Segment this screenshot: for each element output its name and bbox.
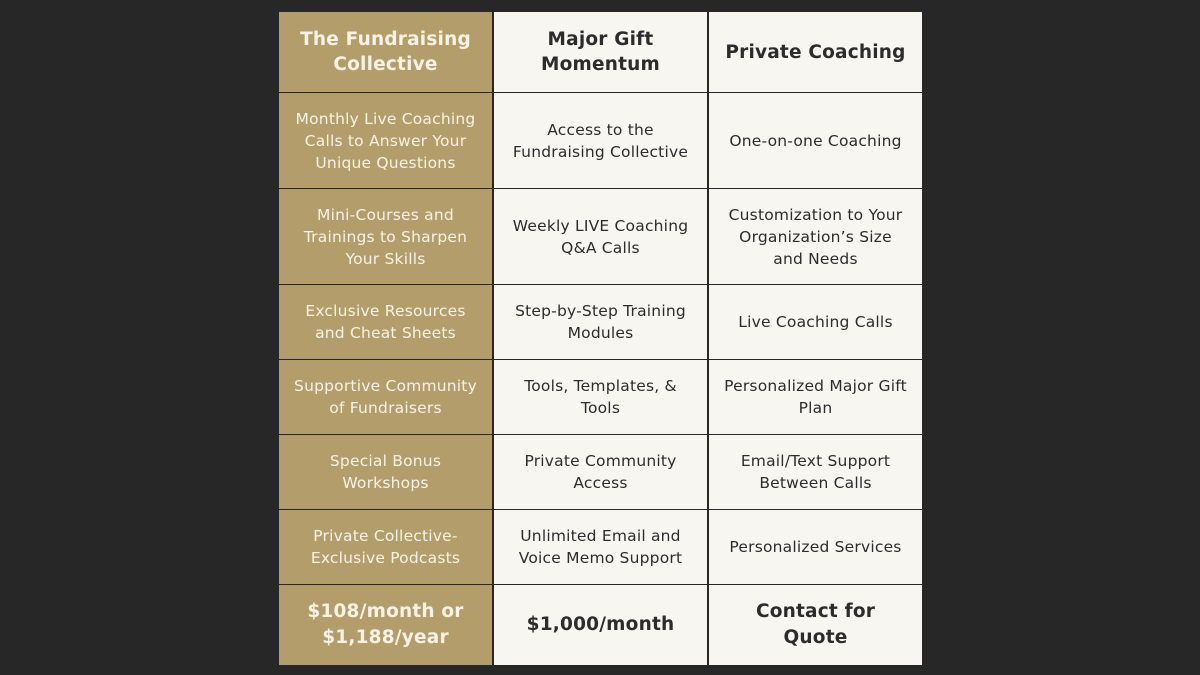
header-fundraising-collective: The Fundraising Collective [279, 12, 492, 92]
header-private-coaching: Private Coaching [709, 12, 922, 92]
table-cell: Access to the Fundraising Collective [494, 93, 707, 188]
table-cell: Tools, Templates, & Tools [494, 360, 707, 434]
table-cell: Mini-Courses and Trainings to Sharpen Your Skills [279, 189, 492, 284]
pricing-comparison-table [279, 12, 921, 663]
table-cell: Special Bonus Workshops [279, 435, 492, 509]
table-cell: Weekly LIVE Coaching Q&A Calls [494, 189, 707, 284]
header-major-gift-momentum: Major Gift Momentum [494, 12, 707, 92]
table-cell: Monthly Live Coaching Calls to Answer Your Unique Questions [279, 93, 492, 188]
price-fundraising-collective: $108/month or $1,188/year [279, 585, 492, 665]
table-cell: Customization to Your Organization’s Size and Needs [709, 189, 922, 284]
price-major-gift-momentum: $1,000/month [494, 585, 707, 665]
table-cell: One-on-one Coaching [709, 93, 922, 188]
table-cell: Step-by-Step Training Modules [494, 285, 707, 359]
table-cell: Email/Text Support Between Calls [709, 435, 922, 509]
table-cell: Private Community Access [494, 435, 707, 509]
price-private-coaching: Contact for Quote [709, 585, 922, 665]
table-cell: Private Collective-Exclusive Podcasts [279, 510, 492, 584]
table-cell: Supportive Community of Fundraisers [279, 360, 492, 434]
table-cell: Live Coaching Calls [709, 285, 922, 359]
table-cell: Personalized Major Gift Plan [709, 360, 922, 434]
table-cell: Unlimited Email and Voice Memo Support [494, 510, 707, 584]
table-cell: Personalized Services [709, 510, 922, 584]
table-cell: Exclusive Resources and Cheat Sheets [279, 285, 492, 359]
